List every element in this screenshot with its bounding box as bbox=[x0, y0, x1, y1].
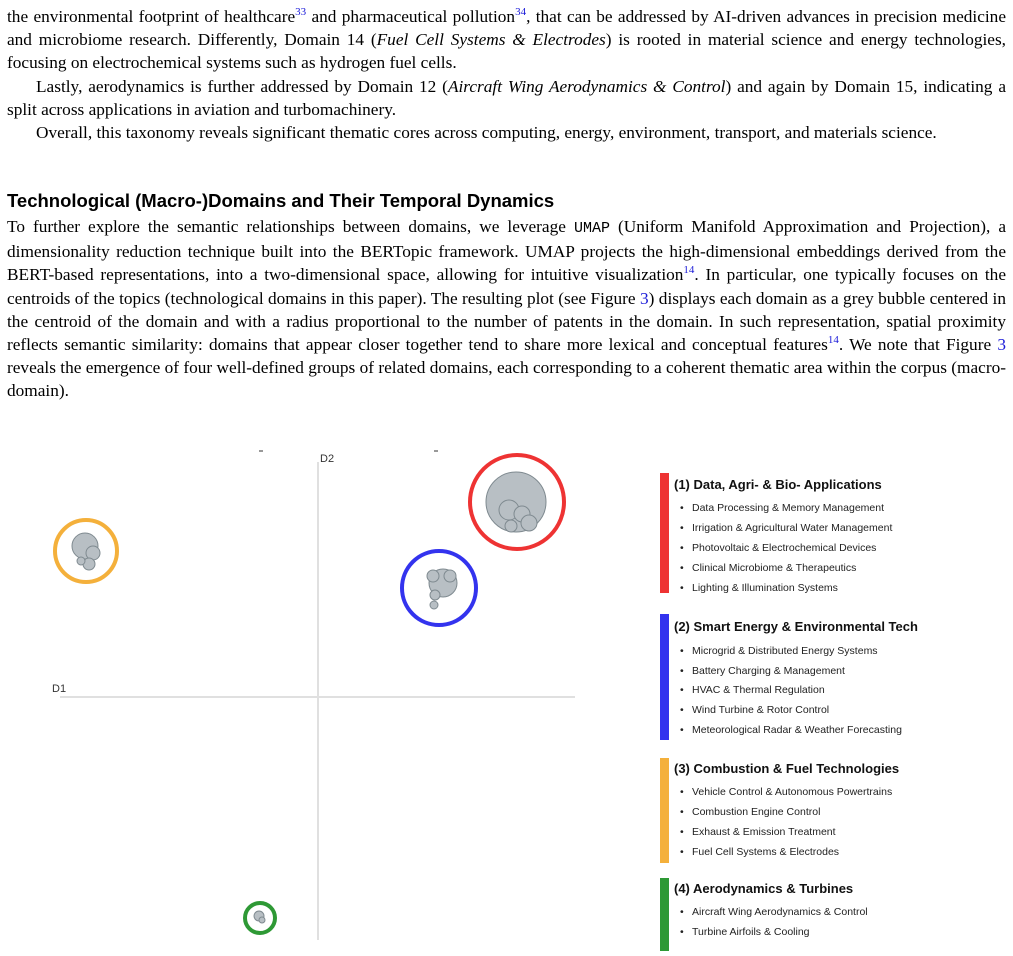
text-span: . We note that Figure bbox=[838, 335, 998, 355]
intro-text bbox=[7, 5, 1006, 144]
citation-link[interactable]: 14 bbox=[827, 334, 839, 347]
domain-bubble[interactable] bbox=[259, 917, 265, 923]
citation-link[interactable]: 34 bbox=[515, 6, 527, 18]
text-span: ) and again by Domain 15, indicating a split across applications in aviation and turbomachinery. bbox=[7, 76, 1006, 119]
legend-bullet: • bbox=[680, 665, 684, 677]
domain-bubble[interactable] bbox=[505, 520, 517, 532]
legend-bullet: • bbox=[680, 926, 684, 938]
citation-link[interactable]: 33 bbox=[295, 6, 307, 18]
intro-paragraph-2 bbox=[7, 75, 1006, 121]
domain-bubble[interactable] bbox=[430, 601, 438, 609]
legend-group-2 bbox=[660, 614, 918, 740]
legend-title: (2) Smart Energy & Environmental Tech bbox=[674, 619, 918, 634]
cluster-data-agri-bio[interactable] bbox=[470, 455, 564, 549]
text-span: reveals the emergence of four well-defined groups of related domains, each corresponding to a coherent thematic area within the corpus (macro-domain). bbox=[7, 358, 1006, 401]
intro-paragraph-3: Overall, this taxonomy reveals significant thematic cores across computing, energy, environment, transport, and materials science. bbox=[36, 123, 937, 143]
legend-item: Photovoltaic & Electrochemical Devices bbox=[692, 542, 877, 554]
y-axis-label: D2 bbox=[320, 453, 335, 465]
domain-bubble[interactable] bbox=[77, 557, 85, 565]
legend-color-bar bbox=[660, 614, 669, 740]
section-body bbox=[7, 215, 1006, 403]
domain-name-emphasis: Fuel Cell Systems & Electrodes bbox=[376, 30, 606, 50]
legend-bullet: • bbox=[680, 806, 684, 818]
legend-bullet: • bbox=[680, 645, 684, 657]
domain-bubble[interactable] bbox=[427, 570, 439, 582]
legend-item: Meteorological Radar & Weather Forecasting bbox=[692, 724, 902, 736]
cluster-aerodynamics[interactable] bbox=[245, 903, 275, 933]
legend-item: Fuel Cell Systems & Electrodes bbox=[692, 846, 840, 858]
text-span: . In particular, one typically focuses on the centroids of the topics (technological domains in this paper). The resulting plot (see Figure bbox=[7, 265, 1006, 308]
text-span: Lastly, aerodynamics is further addressed by Domain 12 ( bbox=[36, 76, 448, 96]
intro-paragraph-1 bbox=[7, 5, 1006, 75]
figure-link[interactable]: 3 bbox=[640, 288, 649, 308]
legend-bullet: • bbox=[680, 684, 684, 696]
legend-title: (1) Data, Agri- & Bio- Applications bbox=[674, 477, 882, 492]
code-term: UMAP bbox=[573, 220, 610, 237]
text-span: the environmental footprint of healthcare bbox=[7, 7, 296, 26]
legend-item: Wind Turbine & Rotor Control bbox=[692, 704, 830, 716]
section-paragraph bbox=[7, 215, 1006, 403]
legend-item: Aircraft Wing Aerodynamics & Control bbox=[692, 906, 868, 918]
umap-figure bbox=[0, 440, 1013, 951]
legend-bullet: • bbox=[680, 502, 684, 514]
domain-name-emphasis: Aircraft Wing Aerodynamics & Control bbox=[447, 76, 726, 96]
legend-color-bar bbox=[660, 473, 669, 593]
legend-bullet: • bbox=[680, 826, 684, 838]
legend-color-bar bbox=[660, 758, 669, 863]
legend-item: Turbine Airfoils & Cooling bbox=[692, 926, 810, 938]
text-span: ) displays each domain as a grey bubble centered in the centroid of the domain and with a radius proportional to the number of patents in the domain. In such representation, spatial proximity reflects semantic similarity: domains that appear closer together tend to share more lexical and conceptual features bbox=[7, 288, 1006, 355]
text-span: (Uniform Manifold Approximation and Projection), a dimensionality reduction technique built into the BERTopic framework. UMAP projects the high-dimensional embeddings derived from the BERT-based representations, into a two-dimensional space, allowing for intuitive visualization bbox=[7, 217, 1006, 285]
citation-link[interactable]: 14 bbox=[683, 264, 695, 277]
text-span: , that can be addressed by AI-driven advances in precision medicine and microbiome research. Differently, Domain 14 ( bbox=[7, 7, 1006, 50]
legend-title: (4) Aerodynamics & Turbines bbox=[674, 881, 854, 896]
legend-bullet: • bbox=[680, 522, 684, 534]
legend-group-1 bbox=[660, 473, 892, 594]
legend-item: Vehicle Control & Autonomous Powertrains bbox=[692, 786, 893, 798]
text-span: ) is rooted in material science and energy technologies, focusing on electrochemical systems such as hydrogen fuel cells. bbox=[7, 30, 1007, 73]
legend-title: (3) Combustion & Fuel Technologies bbox=[674, 761, 900, 776]
domain-bubble[interactable] bbox=[444, 570, 456, 582]
figure-svg bbox=[0, 440, 1013, 951]
legend-item: Exhaust & Emission Treatment bbox=[692, 826, 836, 838]
legend-item: Combustion Engine Control bbox=[692, 806, 821, 818]
legend-item: Data Processing & Memory Management bbox=[692, 502, 884, 514]
text-span: To further explore the semantic relationships between domains, we leverage bbox=[7, 217, 574, 236]
legend-item: Lighting & Illumination Systems bbox=[692, 582, 838, 594]
x-axis-label: D1 bbox=[52, 683, 67, 695]
legend-bullet: • bbox=[680, 906, 684, 918]
legend-group-3 bbox=[660, 758, 899, 863]
legend-group-4 bbox=[660, 878, 868, 951]
legend-bullet: • bbox=[680, 542, 684, 554]
figure-link[interactable]: 3 bbox=[997, 335, 1006, 355]
legend-bullet: • bbox=[680, 786, 684, 798]
cluster-smart-energy[interactable] bbox=[402, 551, 476, 625]
domain-bubble[interactable] bbox=[430, 590, 440, 600]
legend-bullet: • bbox=[680, 846, 684, 858]
legend-bullet: • bbox=[680, 562, 684, 574]
section-heading: Technological (Macro-)Domains and Their Temporal Dynamics bbox=[7, 190, 555, 211]
legend-bullet: • bbox=[680, 704, 684, 716]
domain-bubble[interactable] bbox=[521, 515, 537, 531]
text-span: and pharmaceutical pollution bbox=[306, 7, 516, 26]
legend-bullet: • bbox=[680, 724, 684, 736]
legend-item: Clinical Microbiome & Therapeutics bbox=[692, 562, 857, 574]
legend-color-bar bbox=[660, 878, 669, 951]
legend-item: Microgrid & Distributed Energy Systems bbox=[692, 645, 878, 657]
legend-item: Battery Charging & Management bbox=[692, 665, 845, 677]
cluster-combustion-fuel[interactable] bbox=[55, 520, 117, 582]
legend-item: HVAC & Thermal Regulation bbox=[692, 684, 825, 696]
legend-item: Irrigation & Agricultural Water Management bbox=[692, 522, 893, 534]
legend-bullet: • bbox=[680, 582, 684, 594]
